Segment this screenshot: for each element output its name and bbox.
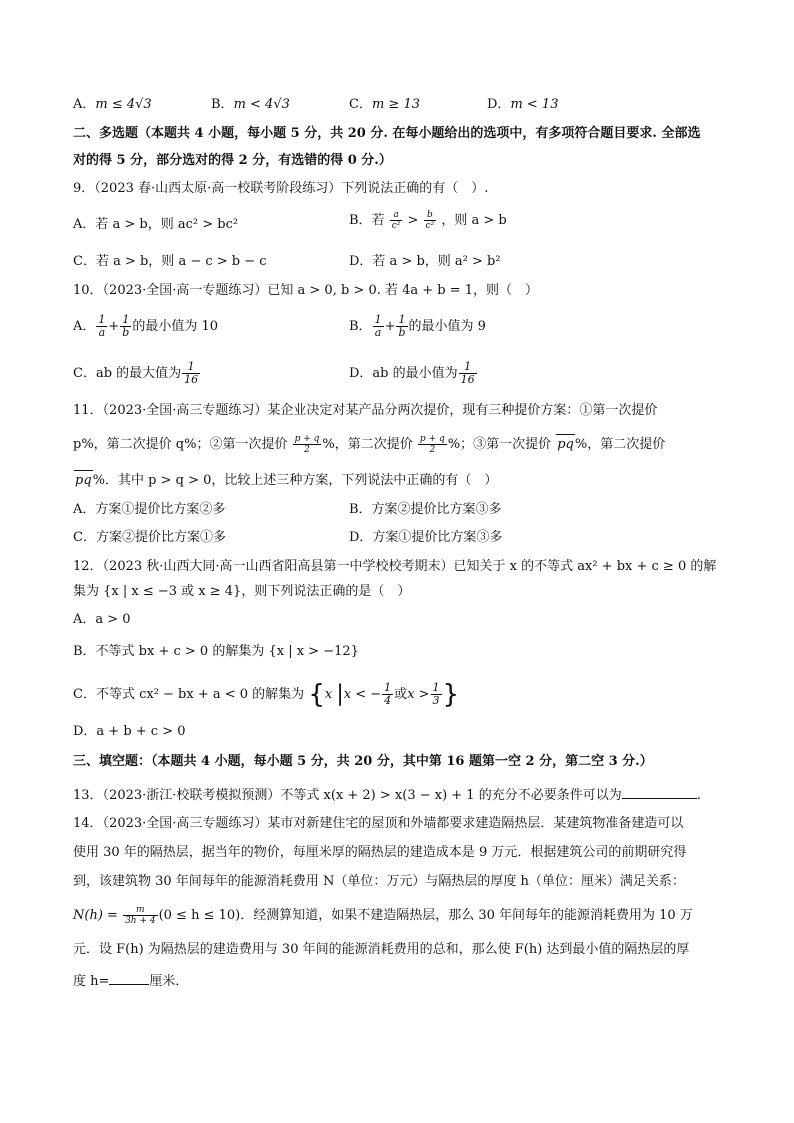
q11-line2: p%，第二次提价 q%；②第一次提价 $\frac{p + q}{2}$ %，第二次提价 $\frac{p + q}{2}$ %；③第一次提价 pq%，第二次提价: [73, 434, 666, 455]
q10-option-d: D．ab 的最小值为 $\frac{1}{16}$: [349, 360, 475, 386]
q13-stem: 13．（2023·浙江·校联考模拟预测）不等式 x(x + 2) > x(3 − x) + 1 的充分不必要条件可以为 .: [73, 784, 701, 806]
q12-line1: 12．（2023 秋·山西大同·高一山西省阳高县第一中学校校考期末）已知关于 x 的不等式 ax² + bx + c ≥ 0 的解: [73, 559, 717, 574]
option-c: [349, 95, 420, 115]
option-a-label: A．: [73, 97, 96, 112]
q12-option-d: D．a + b + c > 0: [73, 724, 186, 739]
q11-line3: pq%．其中 p > q > 0，比较上述三种方案，下列说法中正确的有（ ）: [73, 470, 497, 491]
option-d-label: D．: [487, 97, 511, 112]
q12-line2: 集为 {x | x ≤ −3 或 x ≥ 4}，则下列说法正确的是（ ）: [73, 584, 411, 599]
option-d: [487, 95, 558, 115]
q9-option-a: A．若 a > b，则 ac² > bc²: [73, 217, 239, 232]
section2-heading-line1: 二、多选题（本题共 4 小题，每小题 5 分，共 20 分. 在每小题给出的选项中，有多项符合题目要求. 全部选: [73, 126, 701, 141]
q10-option-b: B． $\frac{1}{a}$ + $\frac{1}{b}$ 的最小值为 9: [349, 313, 486, 339]
q14-line5: 元．设 F(h) 为隔热层的建造费用与 30 年间的能源消耗费用的总和，那么使 F(h) 达到最小值的隔热层的厚: [73, 942, 690, 957]
section2-heading-line2: 对的得 5 分，部分选对的得 2 分，有选错的得 0 分.）: [73, 153, 392, 168]
q13-answer-blank[interactable]: [622, 784, 697, 799]
q9-stem: 9．（2023 春·山西太原·高一校联考阶段练习）下列说法正确的有（ ）.: [73, 181, 489, 196]
q11-option-d: D．方案①提价比方案③多: [349, 530, 503, 545]
q9-frac-a: $\frac{a}{\text{c²}}$: [391, 210, 401, 231]
q14-line6: 度 h= 厘米．: [73, 970, 188, 992]
option-a-expr: m ≤ 4√3: [95, 97, 152, 112]
q9-option-d: D．若 a > b，则 a² > b²: [349, 254, 501, 269]
section3-heading: 三、填空题：（本题共 4 小题，每小题 5 分，共 20 分，其中第 16 题第一空 2 分，第二空 3 分.）: [73, 754, 653, 769]
q11-option-b: B．方案②提价比方案③多: [349, 502, 502, 517]
q9-option-c: C．若 a > b，则 a − c > b − c: [73, 254, 267, 269]
q10-stem: 10．（2023·全国·高一专题练习）已知 a > 0, b > 0. 若 4a + b = 1，则（ ）: [73, 283, 539, 298]
q14-answer-blank[interactable]: [109, 970, 149, 985]
q10-option-a: A． $\frac{1}{a}$ + $\frac{1}{b}$ 的最小值为 10: [73, 313, 219, 339]
q14-line3: 到，该建筑物 30 年间每年的能源消耗费用 N（单位：万元）与隔热层的厚度 h（单位：厘米）满足关系：: [73, 874, 685, 889]
option-b-label: B．: [211, 97, 234, 112]
q12-option-a: A．a > 0: [73, 612, 131, 627]
option-b: [211, 95, 290, 115]
q12-option-b: B．不等式 bx + c > 0 的解集为 {x | x > −12}: [73, 644, 359, 659]
option-c-expr: m ≥ 13: [371, 97, 420, 112]
q14-line1: 14．（2023·全国·高三专题练习）某市对新建住宅的屋顶和外墙都要求建造隔热层．某建筑物准备建造可以: [73, 816, 684, 831]
option-d-expr: m < 13: [510, 97, 559, 112]
option-a: [73, 95, 152, 115]
option-c-label: C．: [349, 97, 372, 112]
option-b-expr: m < 4√3: [233, 97, 290, 112]
q10-option-c: C．ab 的最大值为 $\frac{1}{16}$: [73, 360, 199, 386]
q14-line4: N(h) = $\frac{m}{3h + 4}$ (0 ≤ h ≤ 10)．经测算知道，如果不建造隔热层，那么 30 年间每年的能源消耗费用为 10 万: [73, 905, 693, 926]
q11-option-a: A．方案①提价比方案②多: [73, 502, 226, 517]
q14-line2: 使用 30 年的隔热层，据当年的物价，每厘米厚的隔热层的建造成本是 9 万元．根据建筑公司的前期研究得: [73, 845, 687, 860]
q9-frac-b: $\frac{b}{\text{c²}}$: [425, 210, 435, 231]
q11-line1: 11．（2023·全国·高三专题练习）某企业决定对某产品分两次提价，现有三种提价方案：①第一次提价: [73, 403, 658, 418]
q11-option-c: C．方案②提价比方案①多: [73, 530, 226, 545]
q12-option-c: C．不等式 cx² − bx + a < 0 的解集为 {x |x < − $\frac{1}{4}$ 或x > $\frac{1}{3}$ }: [73, 679, 460, 710]
q9-option-b: B．若 $\frac{a}{\text{c²}}$ > $\frac{b}{\text{c²}}$ ，则 a > b: [349, 210, 507, 231]
